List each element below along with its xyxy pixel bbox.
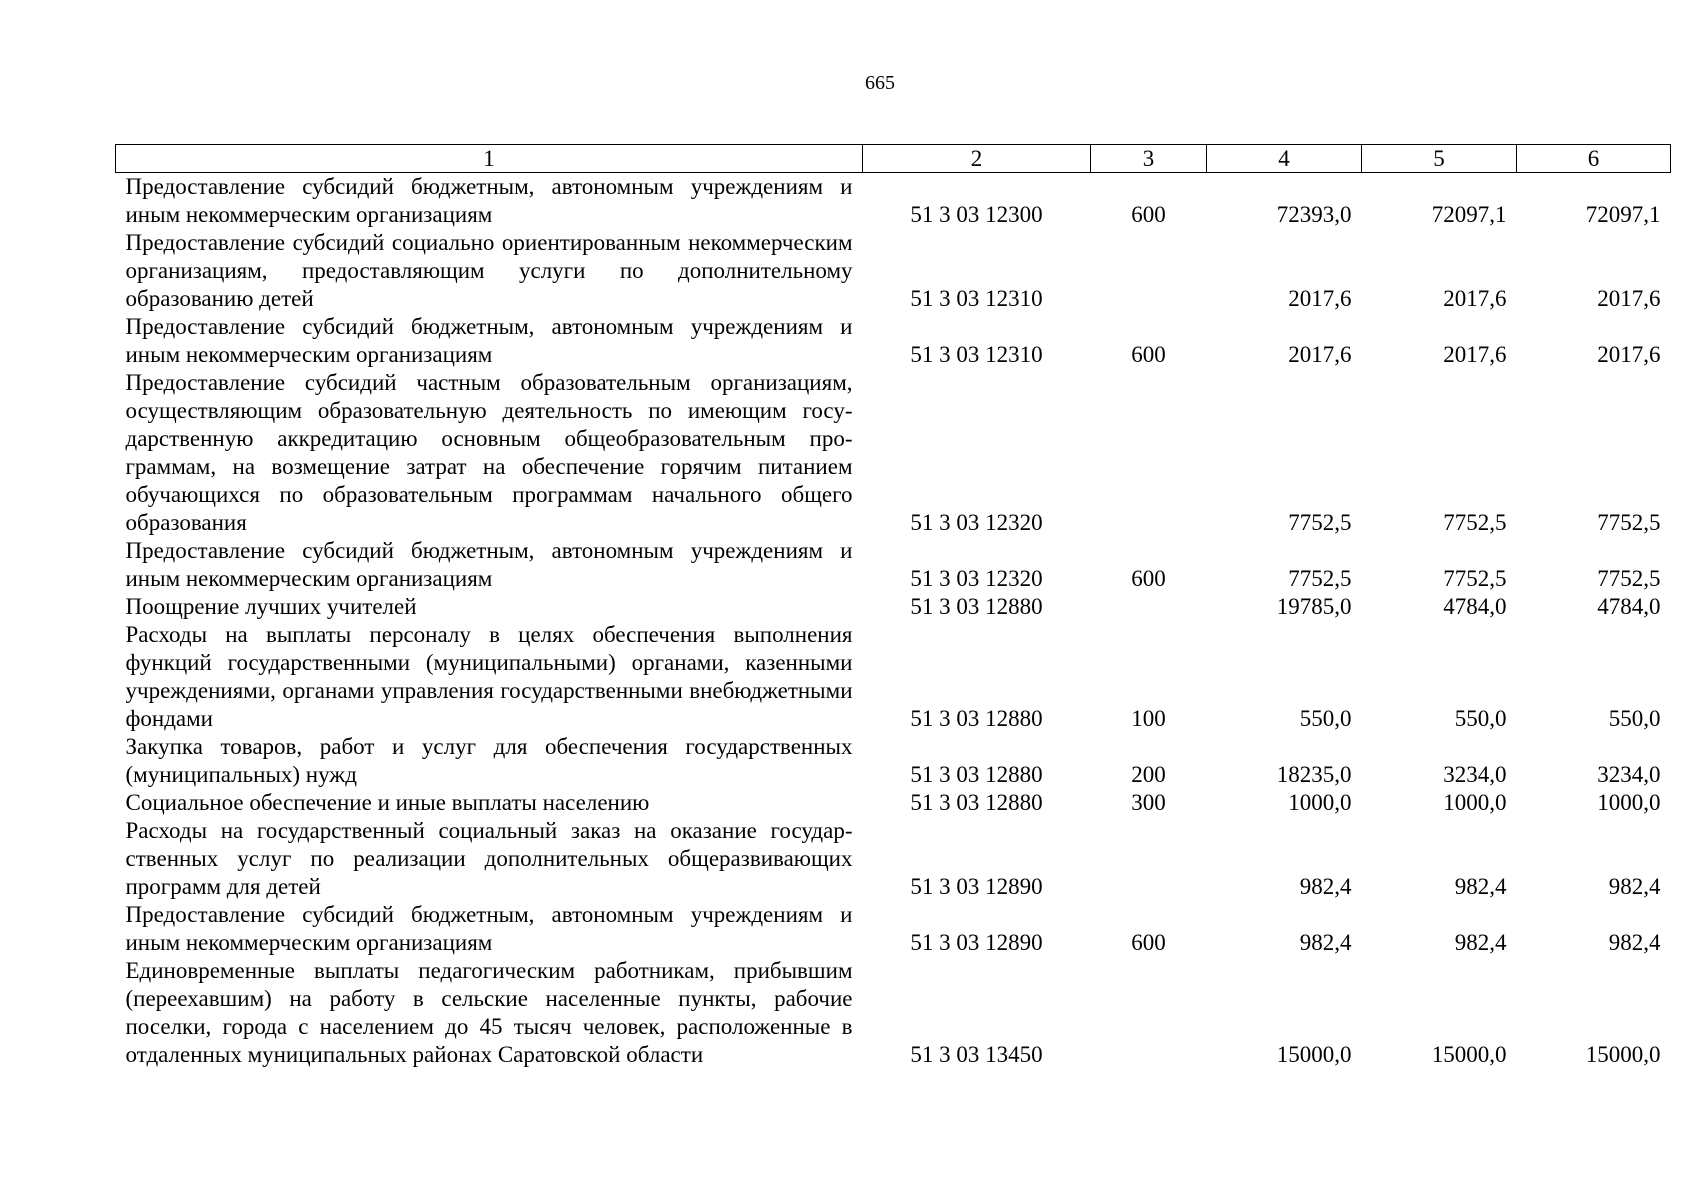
table-row: [116, 901, 1671, 957]
row-name: Предоставление субсидий бюджетным, автономным учреждениям и иным некоммерческим организациям: [125, 538, 853, 591]
row-value-6: 1000,0: [1597, 790, 1661, 815]
table-row: [116, 229, 1671, 313]
row-value-5: 2017,6: [1443, 342, 1507, 367]
row-expense-type: 600: [1131, 566, 1166, 591]
row-code: 51 3 03 12880: [910, 762, 1043, 787]
row-expense-type: 100: [1131, 706, 1166, 731]
row-expense-type: 600: [1131, 202, 1166, 227]
row-value-4: 982,4: [1299, 930, 1352, 955]
budget-table: [115, 144, 1671, 1069]
table-row: [116, 621, 1671, 733]
row-value-5: 72097,1: [1431, 202, 1507, 227]
row-value-4: 1000,0: [1288, 790, 1352, 815]
row-code: 51 3 03 12310: [910, 342, 1043, 367]
row-value-5: 4784,0: [1443, 594, 1507, 619]
row-value-6: 7752,5: [1597, 566, 1661, 591]
row-value-5: 550,0: [1454, 706, 1507, 731]
row-value-4: 2017,6: [1288, 286, 1352, 311]
row-name: Предоставление субсидий бюджетным, автономным учреждениям и иным некоммерческим организациям: [125, 902, 853, 955]
page-number: 665: [865, 72, 895, 94]
row-value-4: 72393,0: [1276, 202, 1352, 227]
row-value-6: 15000,0: [1585, 1042, 1661, 1067]
row-value-5: 1000,0: [1443, 790, 1507, 815]
row-value-4: 7752,5: [1288, 566, 1352, 591]
header-row: [116, 145, 1671, 173]
row-code: 51 3 03 12300: [910, 202, 1043, 227]
row-name: Предоставление субсидий бюджетным, автономным учреждениям и иным некоммерческим организациям: [125, 314, 853, 367]
table-header: [116, 145, 1671, 173]
row-expense-type: [1091, 369, 1207, 537]
table-row: [116, 957, 1671, 1069]
table-row: [116, 173, 1671, 230]
table-row: [116, 369, 1671, 537]
row-code: 51 3 03 12310: [910, 286, 1043, 311]
row-value-4: 982,4: [1299, 874, 1352, 899]
table-row: [116, 817, 1671, 901]
row-name: Предоставление субсидий бюджетным, автономным учреждениям и иным некоммерческим организациям: [125, 174, 853, 227]
row-value-6: 2017,6: [1597, 286, 1661, 311]
row-code: 51 3 03 12890: [910, 930, 1043, 955]
row-value-4: 19785,0: [1276, 594, 1352, 619]
row-value-6: 3234,0: [1597, 762, 1661, 787]
row-expense-type: 600: [1131, 930, 1166, 955]
table-row: [116, 789, 1671, 817]
row-code: 51 3 03 12880: [910, 594, 1043, 619]
row-value-6: 982,4: [1608, 874, 1661, 899]
row-expense-type: 200: [1131, 762, 1166, 787]
row-name: Расходы на государственный социальный заказ на оказание государственных услуг по реализации дополнительных общеразвивающих программ для детей: [125, 818, 853, 899]
header-col-1: 1: [116, 145, 863, 173]
row-code: 51 3 03 12320: [910, 510, 1043, 535]
row-name: Единовременные выплаты педагогическим работникам, прибывшим (переехавшим) на работу в сельские населенные пункты, рабочие поселки, города с населением до 45 тысяч человек, расположенные в отдаленных муниципальных районах Саратовской области: [125, 958, 853, 1067]
table-row: [116, 313, 1671, 369]
row-code: 51 3 03 12880: [910, 706, 1043, 731]
row-value-5: 982,4: [1454, 930, 1507, 955]
row-value-6: 550,0: [1608, 706, 1661, 731]
row-expense-type: [1091, 957, 1207, 1069]
header-col-6: 6: [1517, 145, 1671, 173]
row-code: 51 3 03 12320: [910, 566, 1043, 591]
row-value-5: 3234,0: [1443, 762, 1507, 787]
row-value-5: 15000,0: [1431, 1042, 1507, 1067]
row-value-6: 72097,1: [1585, 202, 1661, 227]
row-expense-type: [1091, 817, 1207, 901]
row-name: Предоставление субсидий частным образовательным организациям, осуществляющим образовательную деятельность по имеющим государственную аккредитацию основным общеобразовательным программам, на возмещение затрат на обеспечение горячим питанием обучающихся по образовательным программам начального общего образования: [125, 370, 853, 535]
row-value-6: 4784,0: [1597, 594, 1661, 619]
row-value-5: 7752,5: [1443, 510, 1507, 535]
row-value-4: 18235,0: [1276, 762, 1352, 787]
row-name: Расходы на выплаты персоналу в целях обеспечения выполнения функций государственными (муниципальными) органами, казенными учреждениями, органами управления государственными внебюджетными фондами: [125, 622, 853, 731]
header-col-5: 5: [1362, 145, 1517, 173]
row-expense-type: 300: [1131, 790, 1166, 815]
row-value-4: 15000,0: [1276, 1042, 1352, 1067]
row-value-6: 7752,5: [1597, 510, 1661, 535]
table-row: [116, 733, 1671, 789]
row-value-4: 7752,5: [1288, 510, 1352, 535]
table-row: [116, 593, 1671, 621]
row-value-6: 982,4: [1608, 930, 1661, 955]
row-expense-type: [1091, 229, 1207, 313]
row-name: Поощрение лучших учителей: [125, 594, 417, 619]
table-body: [116, 173, 1671, 1070]
header-col-3: 3: [1091, 145, 1207, 173]
row-name: Закупка товаров, работ и услуг для обеспечения государственных (муниципальных) нужд: [125, 734, 853, 787]
header-col-2: 2: [863, 145, 1091, 173]
row-value-5: 2017,6: [1443, 286, 1507, 311]
table-row: [116, 537, 1671, 593]
row-value-5: 7752,5: [1443, 566, 1507, 591]
row-name: Социальное обеспечение и иные выплаты населению: [125, 790, 650, 815]
row-value-6: 2017,6: [1597, 342, 1661, 367]
row-code: 51 3 03 12880: [910, 790, 1043, 815]
row-expense-type: [1091, 593, 1207, 621]
row-value-4: 550,0: [1299, 706, 1352, 731]
row-value-4: 2017,6: [1288, 342, 1352, 367]
row-code: 51 3 03 13450: [910, 1042, 1043, 1067]
row-expense-type: 600: [1131, 342, 1166, 367]
row-code: 51 3 03 12890: [910, 874, 1043, 899]
header-col-4: 4: [1207, 145, 1362, 173]
row-name: Предоставление субсидий социально ориентированным некоммерческим организациям, предоставляющим услуги по дополнительному образованию детей: [125, 230, 853, 311]
row-value-5: 982,4: [1454, 874, 1507, 899]
